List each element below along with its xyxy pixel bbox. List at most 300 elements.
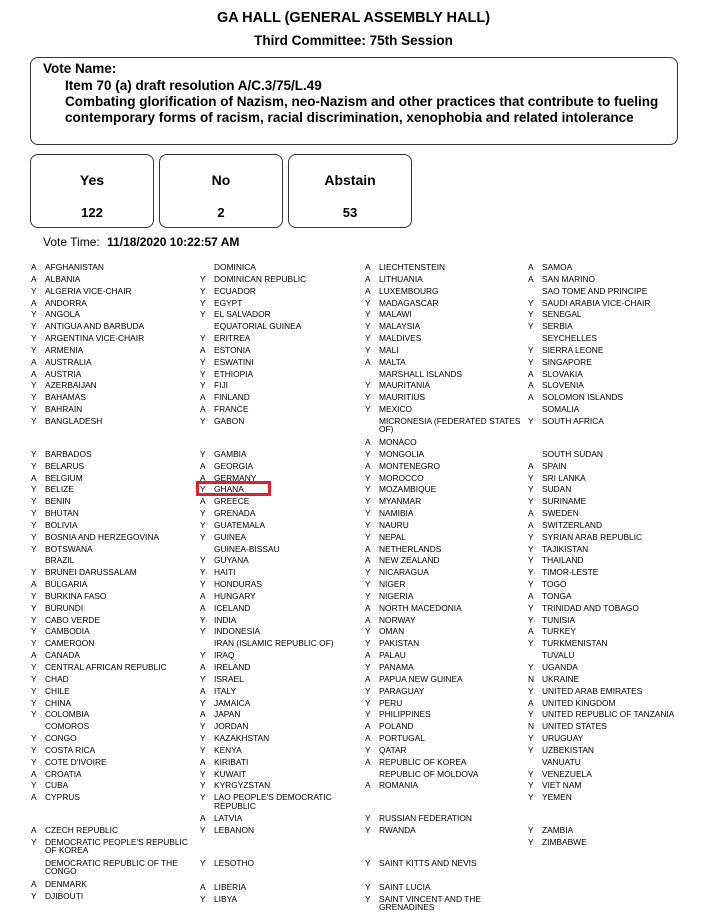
country-name: TURKEY xyxy=(542,626,576,637)
country-row xyxy=(31,484,191,496)
country-name: NICARAGUA xyxy=(379,567,429,578)
vote-code: A xyxy=(365,543,371,554)
country-row xyxy=(528,837,703,849)
country-row xyxy=(365,870,525,882)
vote-code: A xyxy=(528,262,534,272)
page-subtitle: Third Committee: 75th Session xyxy=(254,33,453,48)
vote-code: Y xyxy=(365,813,371,824)
country-row xyxy=(528,461,703,473)
country-name: KIRIBATI xyxy=(214,756,249,767)
country-name: MAURITIUS xyxy=(379,392,426,403)
country-name: KAZAKHSTAN xyxy=(214,733,270,744)
country-name: JORDAN xyxy=(214,721,249,732)
country-row xyxy=(365,769,525,781)
country-row xyxy=(31,721,191,733)
vote-code: A xyxy=(31,368,37,379)
country-name: INDONESIA xyxy=(214,626,261,637)
country-row xyxy=(31,520,191,532)
country-name: BOSNIA AND HERZEGOVINA xyxy=(45,531,160,542)
country-name: NAMIBIA xyxy=(379,508,414,519)
country-name: ARMENIA xyxy=(45,344,84,355)
country-row xyxy=(528,757,703,769)
country-row xyxy=(528,769,703,781)
country-name: BARBADOS xyxy=(45,448,92,459)
vote-code: Y xyxy=(200,893,206,904)
country-name: GAMBIA xyxy=(214,448,247,459)
country-name: NEPAL xyxy=(379,531,406,542)
country-row xyxy=(528,274,703,286)
country-name: AUSTRIA xyxy=(45,368,82,379)
abstain-value: 53 xyxy=(342,205,358,220)
country-row xyxy=(528,591,703,603)
country-name: CAMEROON xyxy=(45,638,95,649)
vote-code: A xyxy=(200,344,206,355)
country-name: ZIMBABWE xyxy=(542,836,587,847)
country-row xyxy=(31,321,191,333)
yes-value: 122 xyxy=(81,205,103,220)
country-row xyxy=(200,894,360,906)
country-row xyxy=(528,392,703,404)
vote-code: A xyxy=(200,460,206,471)
country-row xyxy=(200,792,360,813)
vote-code: Y xyxy=(31,519,37,530)
country-row xyxy=(365,369,525,381)
country-name: PANAMA xyxy=(379,662,414,672)
country-name: DEMOCRATIC PEOPLE'S REPUBLIC OF KOREA xyxy=(45,836,188,856)
vote-name-title xyxy=(65,78,675,126)
country-name: ARGENTINA VICE-CHAIR xyxy=(45,333,145,344)
country-row xyxy=(200,461,360,473)
vote-code: Y xyxy=(200,673,206,684)
vote-code: Y xyxy=(528,356,534,367)
vote-code: Y xyxy=(31,780,37,791)
vote-code: A xyxy=(31,825,37,836)
country-row xyxy=(200,882,360,894)
country-row xyxy=(200,508,360,520)
vote-code: Y xyxy=(200,579,206,590)
country-row xyxy=(31,262,191,274)
vote-code: Y xyxy=(365,697,371,708)
country-name: HUNGARY xyxy=(214,590,256,601)
country-row xyxy=(31,404,191,416)
country-name: CENTRAL AFRICAN REPUBLIC xyxy=(45,662,167,672)
country-row xyxy=(31,662,191,674)
country-name: PALAU xyxy=(379,650,406,661)
country-row xyxy=(365,473,525,485)
vote-code: Y xyxy=(365,590,371,601)
vote-code: Y xyxy=(200,297,206,308)
country-name: SENEGAL xyxy=(542,309,582,320)
country-row xyxy=(200,544,360,556)
vote-code: A xyxy=(528,392,534,403)
country-row xyxy=(528,333,703,345)
country-row xyxy=(528,428,703,449)
country-name: NIGERIA xyxy=(379,590,414,601)
country-row xyxy=(365,544,525,556)
vote-code: Y xyxy=(365,519,371,530)
no-label: No xyxy=(211,172,231,188)
country-row xyxy=(31,686,191,698)
country-row xyxy=(528,321,703,333)
country-name: CANADA xyxy=(45,650,80,661)
vote-code: Y xyxy=(31,531,37,542)
country-name: MALTA xyxy=(379,356,406,367)
country-name: GERMANY xyxy=(214,472,257,483)
vote-code: Y xyxy=(528,709,534,720)
vote-code: Y xyxy=(365,579,371,590)
country-row xyxy=(200,555,360,567)
country-name: UGANDA xyxy=(542,662,578,672)
vote-code: A xyxy=(365,285,371,296)
country-name: COSTA RICA xyxy=(45,744,96,755)
country-row xyxy=(31,769,191,781)
country-row xyxy=(365,686,525,698)
vote-code: A xyxy=(365,262,371,272)
country-row xyxy=(528,674,703,686)
country-row xyxy=(365,825,525,837)
country-name: IRAQ xyxy=(214,650,235,661)
vote-code: Y xyxy=(528,733,534,744)
country-name: CABO VERDE xyxy=(45,614,100,625)
vote-code: A xyxy=(31,262,37,272)
vote-code: A xyxy=(200,590,206,601)
vote-code: Y xyxy=(528,602,534,613)
vote-code: Y xyxy=(365,662,371,672)
vote-code: A xyxy=(200,602,206,613)
country-row xyxy=(365,357,525,369)
vote-code: A xyxy=(528,519,534,530)
country-name: CZECH REPUBLIC xyxy=(45,825,119,836)
country-row xyxy=(365,780,525,792)
country-name: UNITED ARAB EMIRATES xyxy=(542,685,643,696)
vote-code: Y xyxy=(200,857,206,868)
country-name: SAUDI ARABIA VICE-CHAIR xyxy=(542,297,651,308)
country-name: GEORGIA xyxy=(214,460,254,471)
vote-code: Y xyxy=(31,380,37,391)
vote-code: Y xyxy=(528,531,534,542)
country-row xyxy=(31,698,191,710)
vote-code: Y xyxy=(200,650,206,661)
country-row xyxy=(365,745,525,757)
vote-code: Y xyxy=(31,333,37,344)
country-row xyxy=(365,416,525,437)
country-name: QATAR xyxy=(379,744,407,755)
country-row xyxy=(200,638,360,650)
vote-code: Y xyxy=(200,792,206,803)
country-name: ECUADOR xyxy=(214,285,256,296)
vote-code: Y xyxy=(365,448,371,459)
country-row xyxy=(31,286,191,298)
country-name: GREECE xyxy=(214,496,250,507)
country-row xyxy=(31,837,191,858)
vote-code: Y xyxy=(31,614,37,625)
country-row xyxy=(528,449,703,461)
country-name: DENMARK xyxy=(45,878,87,889)
country-name: TIMOR-LESTE xyxy=(542,567,599,578)
country-row xyxy=(200,757,360,769)
country-row xyxy=(200,286,360,298)
vote-code: Y xyxy=(31,285,37,296)
country-row xyxy=(528,721,703,733)
vote-code: Y xyxy=(200,567,206,578)
country-row xyxy=(31,369,191,381)
country-name: KENYA xyxy=(214,744,242,755)
country-name: PERU xyxy=(379,697,403,708)
country-name: REPUBLIC OF MOLDOVA xyxy=(379,768,479,779)
country-name: MONACO xyxy=(379,436,417,447)
country-name: SLOVENIA xyxy=(542,380,584,391)
country-name: DEMOCRATIC REPUBLIC OF THE CONGO xyxy=(45,857,178,877)
country-row xyxy=(200,650,360,662)
country-row xyxy=(365,674,525,686)
country-row xyxy=(365,484,525,496)
country-row xyxy=(200,392,360,404)
country-row xyxy=(365,591,525,603)
country-row xyxy=(365,449,525,461)
vote-code: Y xyxy=(528,543,534,554)
yes-label: Yes xyxy=(79,172,105,188)
country-name: MALAYSIA xyxy=(379,321,421,332)
abstain-count-box xyxy=(288,154,412,228)
country-column-1 xyxy=(31,262,191,903)
country-row xyxy=(31,309,191,321)
vote-code: Y xyxy=(365,825,371,836)
country-name: GABON xyxy=(214,415,245,426)
country-row xyxy=(31,709,191,721)
vote-code: A xyxy=(365,733,371,744)
country-row xyxy=(200,825,360,837)
country-name: VANUATU xyxy=(542,756,581,767)
country-row xyxy=(31,757,191,769)
country-name: EQUATORIAL GUINEA xyxy=(214,321,302,332)
country-row xyxy=(200,579,360,591)
vote-code: A xyxy=(365,436,371,447)
country-name: SAMOA xyxy=(542,262,573,272)
country-name: LEBANON xyxy=(214,825,255,836)
vote-code: A xyxy=(200,392,206,403)
country-name: LATVIA xyxy=(214,813,243,824)
vote-code: A xyxy=(365,614,371,625)
country-row xyxy=(365,286,525,298)
country-name: SEYCHELLES xyxy=(542,333,597,344)
country-name: TOGO xyxy=(542,579,567,590)
vote-code: Y xyxy=(200,697,206,708)
country-name: ALBANIA xyxy=(45,273,81,284)
country-row xyxy=(31,733,191,745)
country-name: GHANA xyxy=(214,484,244,495)
country-row xyxy=(365,615,525,627)
country-row xyxy=(528,650,703,662)
country-name: BANGLADESH xyxy=(45,415,103,426)
country-row xyxy=(365,709,525,721)
country-name: BHUTAN xyxy=(45,508,79,519)
vote-code: Y xyxy=(31,484,37,495)
country-row xyxy=(365,321,525,333)
country-row xyxy=(365,882,525,894)
country-row xyxy=(528,380,703,392)
country-name: NEW ZEALAND xyxy=(379,555,440,566)
vote-code: Y xyxy=(528,780,534,791)
country-name: PAKISTAN xyxy=(379,638,420,649)
vote-code: Y xyxy=(200,721,206,732)
country-row xyxy=(31,298,191,310)
country-row xyxy=(365,650,525,662)
country-row xyxy=(31,745,191,757)
vote-code: Y xyxy=(200,368,206,379)
vote-code: Y xyxy=(365,309,371,320)
country-name: GUYANA xyxy=(214,555,249,566)
country-row xyxy=(200,721,360,733)
vote-code: Y xyxy=(31,626,37,637)
no-count-box xyxy=(159,154,283,228)
vote-code: A xyxy=(365,721,371,732)
country-name: LAO PEOPLE'S DEMOCRATIC REPUBLIC xyxy=(214,792,332,811)
country-row xyxy=(200,428,360,449)
highlight-box xyxy=(196,481,271,496)
country-row xyxy=(528,298,703,310)
country-row xyxy=(528,286,703,298)
country-row xyxy=(365,894,525,915)
country-row xyxy=(200,858,360,870)
country-row xyxy=(365,733,525,745)
country-name: KUWAIT xyxy=(214,768,247,779)
country-name: PARAGUAY xyxy=(379,685,425,696)
country-row xyxy=(31,333,191,345)
vote-code: Y xyxy=(200,285,206,296)
country-row xyxy=(200,709,360,721)
vote-code: Y xyxy=(200,519,206,530)
vote-code: Y xyxy=(365,472,371,483)
country-name: FIJI xyxy=(214,380,228,391)
country-row xyxy=(200,686,360,698)
country-name: ZAMBIA xyxy=(542,825,574,836)
country-name: MALI xyxy=(379,344,399,355)
country-row xyxy=(528,626,703,638)
country-name: JAPAN xyxy=(214,709,241,720)
country-row xyxy=(31,825,191,837)
vote-code: Y xyxy=(31,756,37,767)
country-row xyxy=(31,567,191,579)
country-name: PAPUA NEW GUINEA xyxy=(379,673,463,684)
country-row xyxy=(528,532,703,544)
country-name: UZBEKISTAN xyxy=(542,744,594,755)
vote-code: Y xyxy=(365,321,371,332)
country-row xyxy=(31,579,191,591)
vote-code: Y xyxy=(31,673,37,684)
country-name: ANDORRA xyxy=(45,297,87,308)
country-name: BAHRAIN xyxy=(45,404,83,415)
country-name: SOUTH SUDAN xyxy=(542,448,603,459)
country-row xyxy=(365,298,525,310)
vote-code: Y xyxy=(31,344,37,355)
country-name: BELGIUM xyxy=(45,472,83,483)
country-name: ETHIOPIA xyxy=(214,368,254,379)
vote-code: Y xyxy=(365,333,371,344)
vote-code: A xyxy=(365,780,371,791)
country-name: SOLOMON ISLANDS xyxy=(542,392,623,403)
country-name: SAINT KITTS AND NEVIS xyxy=(379,857,477,868)
country-name: ALGERIA VICE-CHAIR xyxy=(45,285,132,296)
country-column-3 xyxy=(365,262,525,915)
country-name: SURINAME xyxy=(542,496,587,507)
country-row xyxy=(31,555,191,567)
country-name: SLOVAKIA xyxy=(542,368,583,379)
country-name: UNITED REPUBLIC OF TANZANIA xyxy=(542,709,675,720)
country-row xyxy=(528,745,703,757)
vote-code: Y xyxy=(365,508,371,519)
country-row xyxy=(365,437,525,449)
vote-code: Y xyxy=(200,273,206,284)
country-row xyxy=(31,416,191,428)
vote-code: A xyxy=(528,368,534,379)
country-name: INDIA xyxy=(214,614,237,625)
country-name: NIGER xyxy=(379,579,406,590)
country-row xyxy=(200,591,360,603)
vote-code: Y xyxy=(31,638,37,649)
country-row xyxy=(31,428,191,449)
vote-code: Y xyxy=(200,780,206,791)
country-row xyxy=(200,780,360,792)
country-row xyxy=(31,357,191,369)
vote-code: Y xyxy=(31,460,37,471)
country-row xyxy=(31,674,191,686)
country-name: MALAWI xyxy=(379,309,412,320)
vote-code: Y xyxy=(31,567,37,578)
country-row xyxy=(365,662,525,674)
vote-code: Y xyxy=(528,685,534,696)
vote-time-label: Vote Time: xyxy=(43,235,100,249)
country-name: COMOROS xyxy=(45,721,90,732)
country-name: TUNISIA xyxy=(542,614,576,625)
vote-code: Y xyxy=(365,496,371,507)
country-row xyxy=(31,891,191,903)
vote-code: A xyxy=(31,579,37,590)
vote-code: A xyxy=(200,662,206,672)
vote-code: Y xyxy=(31,448,37,459)
vote-code: Y xyxy=(365,685,371,696)
vote-time xyxy=(43,235,239,249)
country-row xyxy=(528,804,703,825)
country-row xyxy=(365,520,525,532)
vote-code: Y xyxy=(200,484,206,495)
country-name: TUVALU xyxy=(542,650,575,661)
country-name: BELIZE xyxy=(45,484,74,495)
vote-code: Y xyxy=(31,496,37,507)
country-name: SAO TOME AND PRINCIPE xyxy=(542,285,648,296)
country-name: CONGO xyxy=(45,733,77,744)
country-name: LIECHTENSTEIN xyxy=(379,262,446,272)
country-name: BRAZIL xyxy=(45,555,75,566)
vote-code: Y xyxy=(200,768,206,779)
country-name: DOMINICA xyxy=(214,262,256,272)
country-row xyxy=(31,532,191,544)
country-name: COLOMBIA xyxy=(45,709,90,720)
country-row xyxy=(200,674,360,686)
country-row xyxy=(200,870,360,882)
vote-code: A xyxy=(200,404,206,415)
country-name: SOMALIA xyxy=(542,404,580,415)
vote-code: A xyxy=(200,756,206,767)
country-row xyxy=(31,473,191,485)
country-row xyxy=(365,496,525,508)
country-name: MALDIVES xyxy=(379,333,422,344)
country-row xyxy=(200,298,360,310)
country-row xyxy=(200,416,360,428)
country-row xyxy=(31,603,191,615)
vote-code: A xyxy=(31,792,37,803)
country-row xyxy=(528,345,703,357)
country-name: SRI LANKA xyxy=(542,472,586,483)
